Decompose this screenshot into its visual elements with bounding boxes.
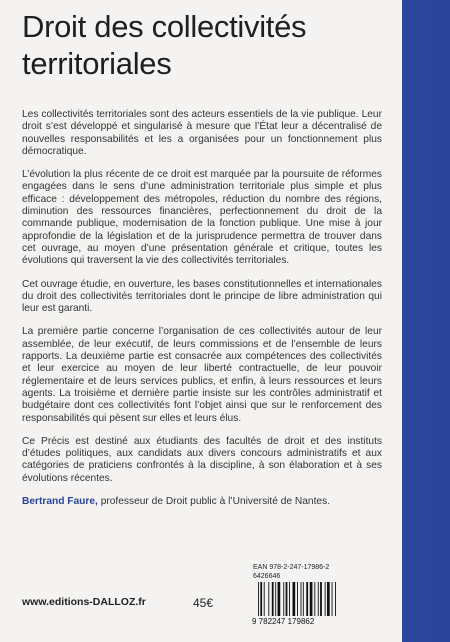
barcode-digits: 9 782247 179862 — [252, 617, 315, 626]
publisher-website: www.editions-DALLOZ.fr — [22, 596, 146, 608]
barcode-bar — [260, 582, 262, 616]
barcode-bar — [320, 582, 322, 616]
barcode-bar — [272, 582, 274, 616]
barcode-bar — [289, 582, 290, 616]
barcode-bar — [283, 582, 284, 616]
summary-paragraph-1: Les collectivités territoriales sont des acteurs essentiels de la vie publique. Leur droit s’est développé et singularisé à mesure que l’État leur a décentralisé de nouvelles responsabilités et les a organisées pour un fonctionnement plus démocratique. — [22, 109, 382, 157]
barcode-bar — [327, 582, 330, 616]
barcode-bar — [297, 582, 298, 616]
barcode-bar — [286, 582, 288, 616]
summary-paragraph-2: L’évolution la plus récente de ce droit est marquée par la poursuite de réformes engagées dans le sens d’une administration territoriale plus simple et plus efficace : développement des métropoles, réduction du nombre des régions, diminution des ressources financières, perfectionnement du droit de la commande publique, modernisation de la fonction publique. Une mise à jour approfondie de la législation et de la jurisprudence permettra de trouver dans cet ouvrage, au moyen d’une présentation générale et critique, toutes les évolutions qui traversent la vie des collectivités territoriales. — [22, 169, 382, 267]
barcode — [250, 580, 380, 626]
barcode-bar — [325, 582, 326, 616]
author-description: professeur de Droit public à l’Université de Nantes. — [97, 496, 331, 508]
title-line-1: Droit des collectivités — [22, 9, 307, 44]
barcode-bar — [258, 582, 259, 616]
blue-side-band — [402, 0, 450, 642]
author-credit — [22, 496, 382, 508]
ean-code: EAN 978-2-247-17986-2 — [253, 564, 330, 571]
barcode-bar — [264, 582, 265, 616]
barcode-bar — [318, 582, 319, 616]
barcode-bar — [293, 582, 296, 616]
barcode-bars — [258, 582, 336, 616]
ean-block — [253, 563, 383, 581]
summary-paragraph-3: Cet ouvrage étudie, en ouverture, les bases constitutionnelles et internationales du droit des collectivités territoriales dont le principe de libre administration qui leur est garanti. — [22, 278, 382, 315]
barcode-bar — [310, 582, 313, 616]
summary-text — [22, 109, 382, 519]
barcode-bar — [314, 582, 315, 616]
ean-secondary-code: 6426646 — [253, 573, 281, 580]
barcode-bar — [268, 582, 269, 616]
book-title — [22, 8, 392, 82]
price: 45€ — [193, 596, 214, 610]
barcode-bar — [303, 582, 304, 616]
summary-paragraph-5: Ce Précis est destiné aux étudiants des facultés de droit et des instituts d’études politiques, aux candidats aux divers concours administratifs et aux catégories de praticiens confrontés à la discipline, à son élaboration et à ses évolutions récentes. — [22, 435, 382, 484]
barcode-bar — [306, 582, 308, 616]
author-name: Bertrand Faure, — [22, 496, 98, 508]
barcode-bar — [301, 582, 302, 616]
title-line-2: territoriales — [22, 46, 172, 81]
barcode-bar — [335, 582, 336, 616]
summary-paragraph-4: La première partie concerne l’organisation de ces collectivités autour de leur assemblée, de leur exécutif, de leurs commissions et de l’ensemble de leurs rapports. La deuxième partie est consacrée aux compétences des collectivités et leur exercice au moyen de leur liberté contractuelle, de leur pouvoir réglementaire et de leurs services publics, et enfin, à leurs ressources et leurs agents. La troisième et dernière partie insiste sur les contrôles administratif et budgétaire dont ces collectivités font l’objet ainsi que sur le renforcement des responsabilités qui pèsent sur elles et leurs élus. — [22, 326, 382, 424]
barcode-bar — [278, 582, 281, 616]
barcode-bar — [332, 582, 333, 616]
barcode-bar — [275, 582, 276, 616]
